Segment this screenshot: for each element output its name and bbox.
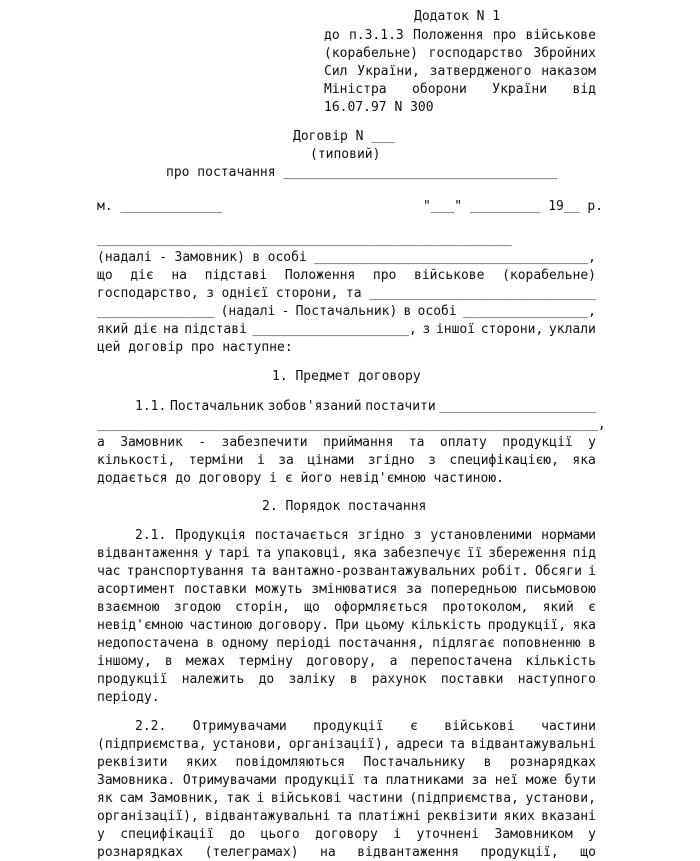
word: діє	[130, 268, 154, 283]
section1-line: додається до договору і є його невід'ємною частиною.	[97, 471, 504, 486]
word: уклали	[548, 322, 596, 337]
word: на	[163, 322, 179, 337]
word: можуть	[255, 582, 303, 597]
paragraph-2-1-line	[97, 635, 596, 652]
word: транспортування	[126, 564, 245, 579]
word: та	[345, 286, 362, 301]
word: є	[588, 600, 596, 615]
word: Отримувачами	[182, 773, 277, 788]
word: продукції,	[487, 618, 567, 633]
section-heading: 2. Порядок постачання	[262, 499, 427, 514]
word: поповненню	[502, 636, 581, 651]
word: що	[304, 600, 320, 615]
word: в	[164, 654, 173, 669]
word: сторони,	[480, 322, 544, 337]
word: в	[483, 755, 492, 770]
word: письмовою	[525, 582, 596, 597]
word: військове	[525, 28, 596, 43]
word: у	[588, 827, 596, 842]
word: Постачальник)	[295, 304, 398, 319]
word: уточнені	[416, 827, 480, 842]
word: сторін,	[235, 600, 290, 615]
word: Обсяги	[534, 564, 582, 579]
word: реквізити	[427, 809, 498, 824]
word: і	[256, 791, 265, 806]
word: установи,	[212, 737, 283, 752]
word: до	[258, 672, 275, 687]
word: і	[393, 827, 402, 842]
word: в	[252, 250, 261, 265]
paragraph-2-2-line	[97, 772, 596, 789]
appendix-label: Додаток N 1	[414, 9, 501, 24]
paragraph-2-1-line	[97, 545, 596, 562]
word: реквізити	[97, 755, 168, 770]
word: цьому	[365, 618, 405, 633]
word: Замовник	[120, 435, 183, 450]
word: Постачальник	[170, 399, 264, 414]
word: терміну	[238, 654, 293, 669]
section1-line	[97, 434, 596, 451]
word: згідно	[357, 528, 405, 543]
word: заліку	[288, 672, 336, 687]
word: рахунок	[371, 672, 427, 687]
word: яких	[185, 755, 218, 770]
word: який	[542, 600, 574, 615]
date-field: "___" _________ 19__ р.	[423, 199, 604, 214]
word: сам	[119, 791, 143, 806]
word: поставки	[440, 672, 504, 687]
word: ________________,	[462, 304, 596, 319]
word: належить	[181, 672, 245, 687]
word: ________________________________________________________________,	[97, 417, 606, 432]
paragraph-2-1-line: періоду.	[97, 690, 160, 705]
word: (підприємства,	[97, 737, 207, 752]
word: межах	[185, 654, 226, 669]
intro-line	[97, 285, 596, 302]
word: як	[97, 791, 113, 806]
intro-line	[97, 321, 596, 338]
word: з	[428, 453, 436, 468]
word: Замовник)	[174, 250, 245, 265]
word: (надалі	[97, 250, 152, 265]
word: договору.	[258, 618, 330, 633]
word: може	[525, 773, 558, 788]
word: в	[206, 636, 215, 651]
word: недопостачена	[97, 636, 199, 651]
word: продукції,	[480, 845, 559, 860]
word: відвантаження	[97, 546, 199, 561]
word: яких	[503, 809, 535, 824]
word: про	[492, 28, 517, 43]
word: поставки	[184, 582, 247, 597]
intro-line	[97, 249, 596, 266]
word: (надалі	[220, 304, 276, 319]
word: України	[492, 82, 548, 97]
word: її	[466, 546, 483, 561]
intro-blank-line	[97, 231, 596, 248]
word: та	[449, 737, 465, 752]
word: оформляється	[334, 600, 428, 615]
word: організації),	[288, 737, 391, 752]
word: організації),	[97, 809, 199, 824]
word: попередньою	[430, 582, 517, 597]
intro-line	[97, 303, 596, 320]
word: згодою	[173, 600, 221, 615]
word: військові	[444, 719, 515, 734]
word: продукції	[502, 435, 573, 450]
word: _____________________________________________________	[97, 232, 512, 247]
word: до	[324, 28, 340, 43]
word: так	[226, 791, 250, 806]
paragraph-2-2-line	[97, 736, 596, 753]
word: терміни	[188, 453, 244, 468]
word: рознарядках	[509, 755, 596, 770]
word: неї	[494, 773, 519, 788]
word: військові	[270, 791, 342, 806]
word: та	[362, 773, 379, 788]
word: відвантажувальні	[470, 737, 596, 752]
word: повідомляються	[235, 755, 346, 770]
word: на	[320, 845, 336, 860]
word: та	[255, 546, 272, 561]
word: _______________	[97, 304, 215, 319]
word: упаковці,	[276, 546, 348, 561]
word: іншої	[435, 322, 476, 337]
word: та	[408, 435, 425, 450]
word: приймання	[323, 435, 394, 450]
word: специфікації	[120, 827, 215, 842]
word: ____________________	[439, 399, 596, 414]
word: особі	[417, 304, 457, 319]
section1-line	[135, 398, 596, 415]
word: одному	[221, 636, 269, 651]
section1-line	[97, 452, 596, 469]
word: постачити	[365, 399, 436, 414]
word: При	[335, 618, 359, 633]
word: невід'ємною	[97, 618, 184, 633]
paragraph-2-1-line	[97, 671, 596, 688]
word: адреси	[396, 737, 444, 752]
word: та	[336, 809, 353, 824]
word: робіт.	[481, 564, 529, 579]
word: ____________________,	[252, 322, 417, 337]
word: однієї	[221, 286, 269, 301]
section1-line	[97, 416, 606, 433]
word: оборони	[412, 82, 467, 97]
word: зобов'язаний	[267, 399, 362, 414]
word: 1.1.	[135, 399, 167, 414]
word: асортимент	[97, 582, 176, 597]
word: -	[198, 435, 207, 450]
word: згідно	[367, 453, 415, 468]
word: яка	[572, 453, 596, 468]
word: -	[159, 250, 168, 265]
paragraph-2-1-line	[97, 563, 596, 580]
word: діє	[133, 322, 158, 337]
word: продукції	[284, 773, 355, 788]
section-heading: 1. Предмет договору	[272, 369, 421, 384]
intro-line	[97, 267, 596, 284]
word: Отримувачами	[192, 719, 287, 734]
contract-type: (типовий)	[310, 147, 381, 162]
paragraph-2-2-line	[97, 790, 596, 807]
word: яка	[353, 546, 377, 561]
word: Положення	[413, 28, 484, 43]
word: 2.2.	[135, 719, 167, 734]
word: за	[471, 773, 488, 788]
paragraph-2-1-line	[97, 581, 596, 598]
header-line	[324, 45, 596, 62]
word: тарі	[218, 546, 250, 561]
city-field: м. _____________	[97, 199, 223, 214]
word: у	[204, 546, 213, 561]
word: на	[171, 268, 188, 283]
word: ___________________________________,	[314, 250, 596, 265]
word: частини	[541, 719, 596, 734]
word: відвантажувальні	[204, 809, 331, 824]
word: і	[256, 453, 265, 468]
word: під	[572, 546, 596, 561]
word: відвантаження	[357, 845, 459, 860]
word: збереження	[488, 546, 567, 561]
word: кількість	[410, 618, 482, 633]
word: вказані	[541, 809, 596, 824]
word: в	[349, 672, 358, 687]
paragraph-2-1-line	[97, 617, 596, 634]
word: іншому,	[97, 654, 152, 669]
word: перепостачена	[410, 654, 513, 669]
word: договору,	[306, 654, 377, 669]
word: кількості,	[97, 453, 176, 468]
word: специфікацією,	[449, 453, 559, 468]
word: про	[372, 268, 397, 283]
word: забезпечити	[221, 435, 308, 450]
word: договору	[315, 827, 378, 842]
word: є	[410, 719, 418, 734]
word: (підприємства,	[409, 791, 519, 806]
word: у	[588, 435, 596, 450]
word: _____________________________	[369, 286, 596, 301]
word: продукції	[97, 672, 168, 687]
word: за	[406, 582, 422, 597]
word: сторони,	[275, 286, 339, 301]
word: та	[250, 564, 266, 579]
word: наказом	[541, 64, 596, 79]
word: з	[206, 286, 215, 301]
word: устанoви,	[525, 791, 596, 806]
paragraph-2-2-line	[97, 826, 596, 843]
word: господарство,	[97, 286, 199, 301]
word: України,	[357, 64, 420, 79]
paragraph-2-2-line	[97, 808, 596, 825]
word: Міністра	[324, 82, 387, 97]
contract-subject: про постачання ___________________________________	[166, 165, 558, 180]
word: з	[422, 322, 431, 337]
paragraph-2-2-line	[97, 754, 596, 771]
word: наступного	[517, 672, 596, 687]
contract-title: Договір N ___	[293, 129, 395, 144]
word: підставі	[204, 268, 268, 283]
word: Замовник,	[149, 791, 220, 806]
paragraph-2-2-line	[97, 844, 596, 861]
word: особі	[267, 250, 307, 265]
word: 2.1.	[135, 528, 167, 543]
word: рознарядках	[97, 845, 184, 860]
word: бути	[564, 773, 596, 788]
word: Збройних	[533, 46, 596, 61]
word: нормами	[541, 528, 596, 543]
word: вантажно-розвантажувальних	[272, 564, 476, 579]
word: цінами	[307, 453, 355, 468]
word: змінюватися	[311, 582, 398, 597]
word: Замовником	[494, 827, 573, 842]
word: Постачальнику	[363, 755, 466, 770]
word: платіжні	[358, 809, 421, 824]
word: (телеграмах)	[204, 845, 299, 860]
word: з	[413, 528, 422, 543]
header-line	[324, 63, 596, 80]
word: час	[97, 564, 121, 579]
word: підставі	[184, 322, 247, 337]
word: (корабельне)	[324, 46, 418, 61]
word: постачається	[254, 528, 349, 543]
word: Замовника.	[97, 773, 176, 788]
paragraph-2-1-line	[135, 527, 596, 544]
word: підлягає	[432, 636, 495, 651]
word: а	[97, 435, 105, 450]
word: в	[588, 636, 596, 651]
word: -	[281, 304, 290, 319]
word: військове	[414, 268, 485, 283]
word: Сил	[324, 64, 348, 79]
paragraph-2-1-line	[97, 599, 596, 616]
word: протоколом,	[442, 600, 529, 615]
word: в	[403, 304, 412, 319]
word: частиною	[189, 618, 253, 633]
word: у	[97, 827, 105, 842]
word: а	[389, 654, 398, 669]
word: Продукція	[175, 528, 246, 543]
word: яка	[572, 618, 596, 633]
word: постачання,	[338, 636, 425, 651]
word: що	[580, 845, 596, 860]
word: затвердженого	[429, 64, 532, 79]
word: частини	[347, 791, 403, 806]
word: забезпечує	[382, 546, 461, 561]
word: кількість	[525, 654, 596, 669]
word: господарство	[428, 46, 523, 61]
header-line	[324, 27, 596, 44]
word: Положення	[284, 268, 356, 283]
word: періоді	[276, 636, 331, 651]
word: взаємною	[97, 600, 160, 615]
paragraph-2-2-line	[135, 718, 596, 735]
intro-line: цей договір про наступне:	[97, 340, 293, 355]
word: п.3.1.3	[348, 28, 404, 43]
word: (корабельне)	[502, 268, 596, 283]
header-line: 16.07.97 N 300	[324, 100, 434, 115]
word: цього	[260, 827, 300, 842]
word: і	[588, 564, 596, 579]
word: платниками	[385, 773, 464, 788]
word: установленими	[430, 528, 533, 543]
word: від	[572, 82, 596, 97]
word: який	[97, 322, 129, 337]
header-line	[324, 81, 596, 98]
word: за	[278, 453, 294, 468]
word: до	[229, 827, 246, 842]
paragraph-2-1-line	[97, 653, 596, 670]
word: оплату	[439, 435, 487, 450]
word: продукції	[313, 719, 384, 734]
word: що	[97, 268, 113, 283]
